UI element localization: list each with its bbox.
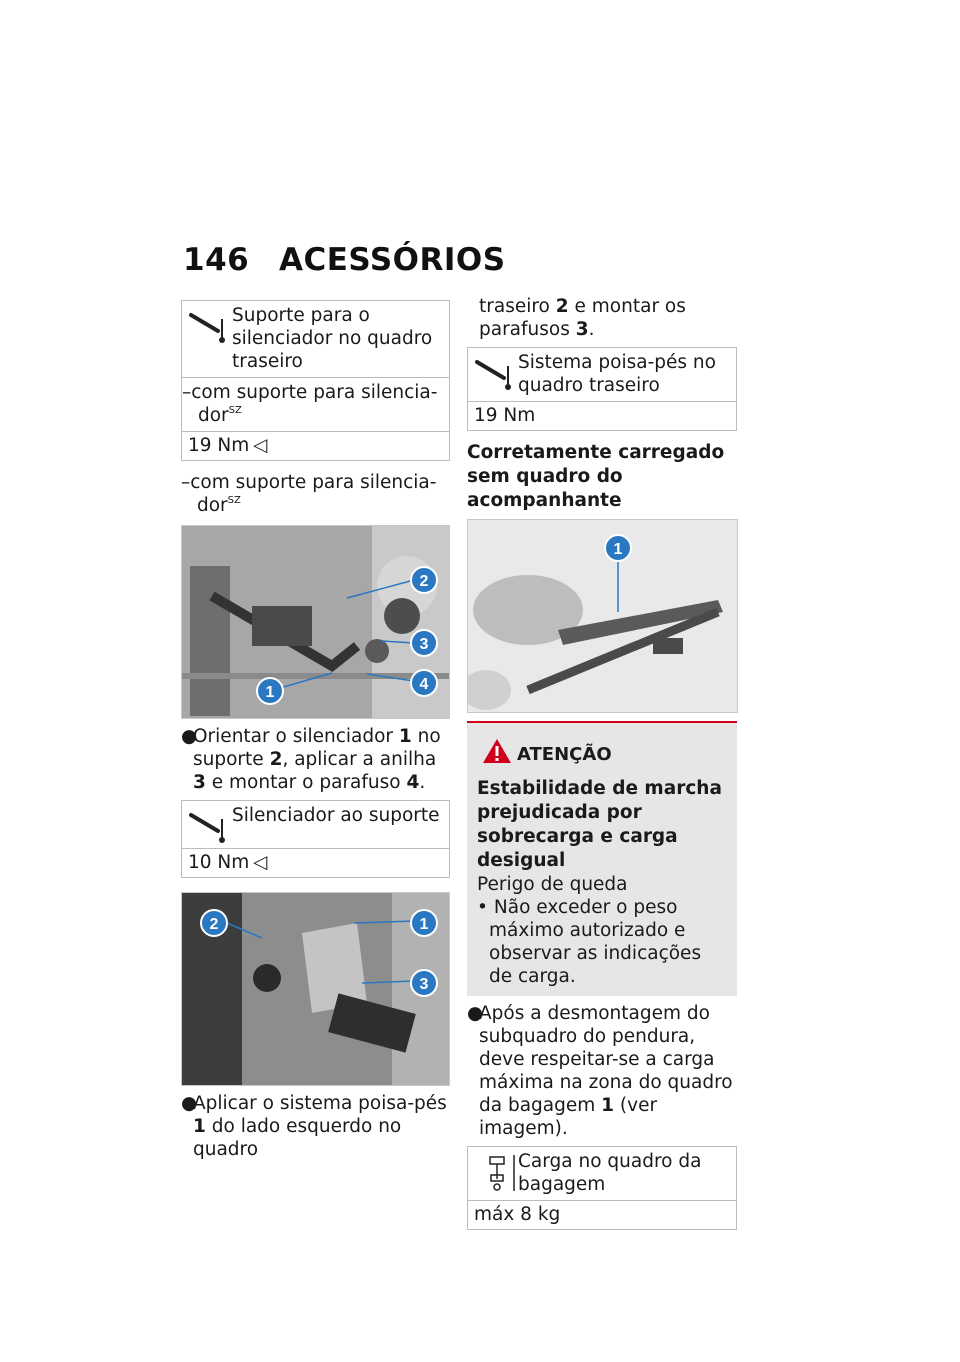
svg-text:2: 2 [209,916,219,933]
image-footrest [181,892,450,1086]
spec-table-muffler [181,800,450,878]
spec-header [182,301,449,378]
spec-table-luggage-load [467,1146,737,1230]
image-muffler-bracket [181,525,450,719]
spec-condition: –com suporte para silenciador$^{SZ}$ [182,378,449,432]
warning-triangle-icon [481,737,513,765]
spec-header [468,1147,736,1201]
spec-header [468,348,736,402]
step-load-limit: ●Após a desmontagem do subquadro do pendura, deve respeitar-se a carga máxima na zona do quadro da bagagem 1 (ver imagem). [467,1003,733,1139]
continued-text: traseiro 2 e montar os parafusos 3. [479,296,686,340]
weight-scale-icon [474,1153,518,1193]
condition-paragraph: –com suporte para silenciador$^{SZ}$ [181,472,437,516]
svg-text:4: 4 [419,676,429,693]
spec-title: Carga no quadro da bagagem [518,1151,702,1195]
spec-title: Suporte para o silenciador no quadro traseiro [232,305,433,372]
wrench-icon [188,307,232,347]
right-column [467,295,737,1230]
image-luggage-frame [467,519,738,713]
svg-text:1: 1 [613,541,623,558]
section-title: Corretamente carregado sem quadro do acompanhante [467,442,725,511]
callout-4 [411,670,437,696]
warning-label: ATENÇÃO [517,744,612,765]
svg-text:1: 1 [265,684,275,701]
torque-marker-icon: ◁ [253,852,268,873]
page-header [183,242,506,278]
spec-value: máx 8 kg [474,1204,561,1225]
callout-3 [411,630,437,656]
spec-table-footrest [467,347,737,431]
warning-heading: Estabilidade de marcha prejudicada por sobrecarga e carga desigual [477,778,722,871]
callout-1 [411,910,437,936]
spec-table-muffler-bracket [181,300,450,461]
callout-2 [201,910,227,936]
spec-value: 10 Nm ◁ [188,852,268,873]
left-column [181,300,450,1167]
spec-title: Silenciador ao suporte [232,805,440,826]
svg-text:1: 1 [419,916,429,933]
warning-title [477,737,729,767]
wrench-icon [188,807,232,847]
spec-header [182,801,449,849]
step-orient-muffler: ●Orientar o silenciador 1 no suporte 2, aplicar a anilha 3 e montar o parafuso 4. [181,726,441,793]
svg-text:3: 3 [419,636,429,653]
chapter-title: ACESSÓRIOS [279,242,506,278]
callout-1 [257,678,283,704]
spec-value: 19 Nm [474,405,536,426]
wrench-icon [474,354,518,394]
step-apply-footrest: ●Aplicar o sistema poisa-pés 1 do lado esquerdo no quadro [181,1093,447,1160]
svg-text:2: 2 [419,573,429,590]
spec-value: 19 Nm ◁ [188,435,268,456]
warning-subtitle: Perigo de queda [477,874,628,895]
spec-title: Sistema poisa-pés no quadro traseiro [518,352,716,396]
warning-box [467,721,737,996]
callout-2 [411,567,437,593]
svg-text:3: 3 [419,976,429,993]
torque-marker-icon: ◁ [253,435,268,456]
callout-1 [605,535,631,561]
page-number: 146 [183,242,250,278]
warning-item: • Não exceder o peso máximo autorizado e observar as indicações de carga. [477,897,702,987]
callout-3 [411,970,437,996]
